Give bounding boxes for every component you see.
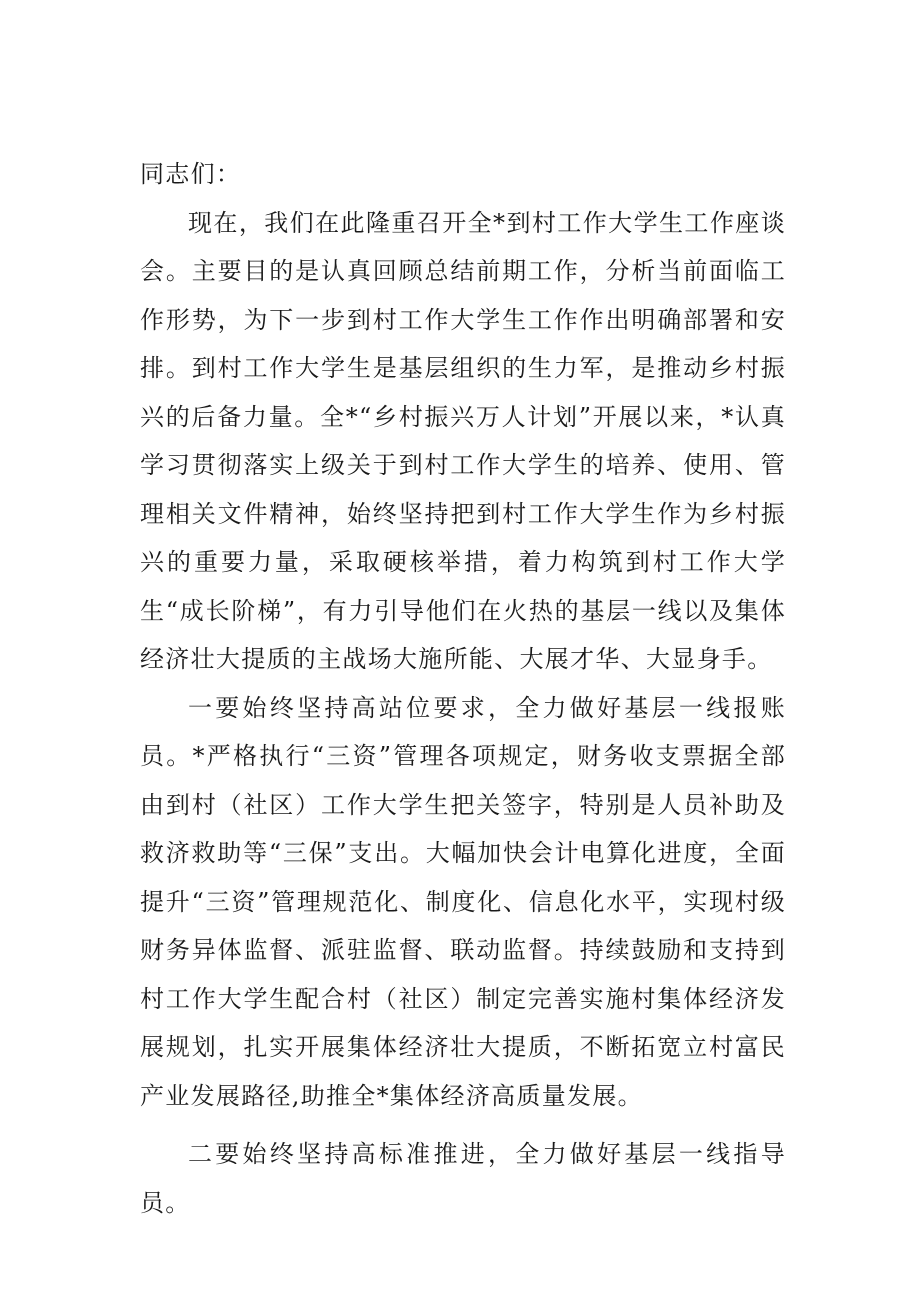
salutation: 同志们：: [140, 160, 242, 188]
paragraph-point-two: 二要始终坚持高标准推进，全力做好基层一线指导员。: [140, 1140, 786, 1217]
paragraph-opening: 现在，我们在此隆重召开全*到村工作大学生工作座谈会。主要目的是认真回顾总结前期工作，分析当前面临工作形势，为下一步到村工作大学生工作作出明确部署和安排。到村工作大学生是基层组织的生力军，是推动乡村振兴的后备力量。全*“乡村振兴万人计划”开展以来，*认真学习贯彻落实上级关于到村工作大学生的培养、使用、管理相关文件精神，始终坚持把到村工作大学生作为乡村振兴的重要力量，采取硬核举措，着力构筑到村工作大学生“成长阶梯”，有力引导他们在火热的基层一线以及集体经济壮大提质的主战场大施所能、大展才华、大显身手。: [140, 208, 786, 673]
paragraph-point-one: 一要始终坚持高站位要求，全力做好基层一线报账员。*严格执行“三资”管理各项规定，财务收支票据全部由到村（社区）工作大学生把关签字，特别是人员补助及救济救助等“三保”支出。大幅加快会计电算化进度，全面提升“三资”管理规范化、制度化、信息化水平，实现村级财务异体监督、派驻监督、联动监督。持续鼓励和支持到村工作大学生配合村（社区）制定完善实施村集体经济发展规划，扎实开展集体经济壮大提质，不断拓宽立村富民产业发展路径,助推全*集体经济高质量发展。: [140, 693, 786, 1110]
document-body: [140, 150, 786, 1227]
